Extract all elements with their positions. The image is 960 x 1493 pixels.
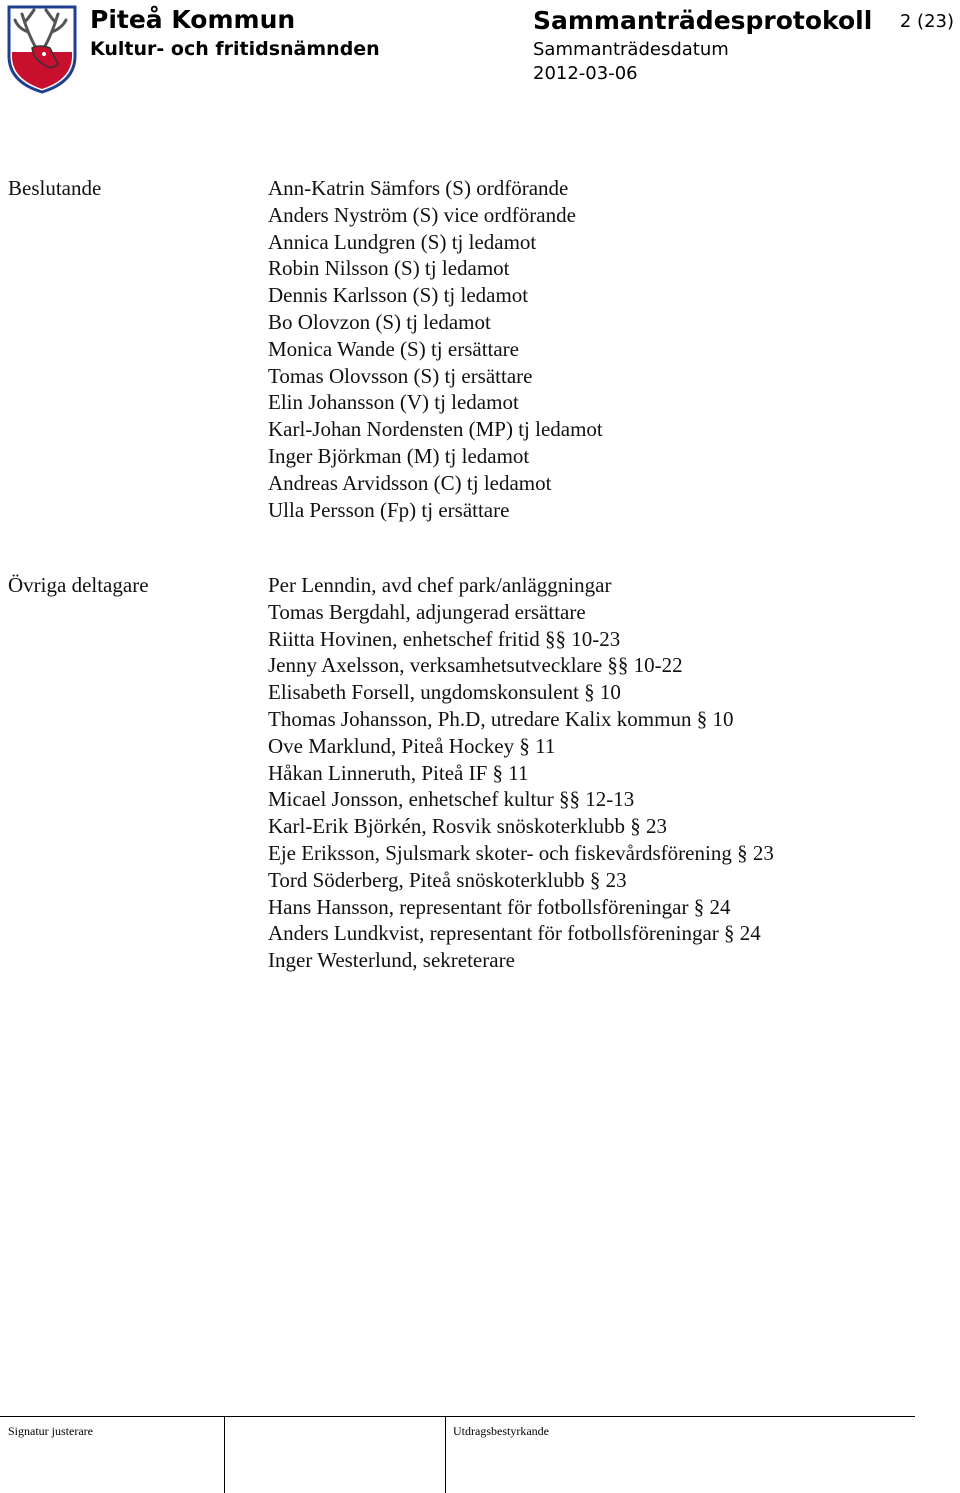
list-item: Thomas Johansson, Ph.D, utredare Kalix kommun § 10 [268,706,734,731]
list-item: Dennis Karlsson (S) tj ledamot [268,283,529,308]
list-item: Robin Nilsson (S) tj ledamot [268,256,510,281]
list-item: Elin Johansson (V) tj ledamot [268,390,519,415]
list-item: Andreas Arvidsson (C) tj ledamot [268,470,552,495]
reindeer-coat-of-arms-icon [6,4,78,94]
list-item: Hans Hansson, representant för fotbollsföreningar § 24 [268,894,731,919]
list-item: Monica Wande (S) tj ersättare [268,336,519,361]
signature-blank-cell [225,1417,446,1493]
list-item: Ann-Katrin Sämfors (S) ordförande [268,176,569,200]
list-item: Eje Eriksson, Sjulsmark skoter- och fiskevårdsförening § 23 [268,840,774,865]
list-item: Jenny Axelsson, verksamhetsutvecklare §§ 10-22 [268,653,683,678]
list-item: Inger Björkman (M) tj ledamot [268,443,530,468]
ovriga-deltagare-list [268,572,774,974]
list-item: Riitta Hovinen, enhetschef fritid §§ 10-23 [268,626,621,651]
extract-label: Utdragsbestyrkande [453,1424,549,1438]
signature-cell [0,1417,225,1493]
list-item: Tomas Olovsson (S) tj ersättare [268,363,533,388]
document-title: Sammanträdesprotokoll [533,6,873,35]
list-item: Håkan Linneruth, Piteå IF § 11 [268,760,529,785]
department-name: Kultur- och fritidsnämnden [90,38,380,60]
extract-cell [446,1417,915,1493]
list-item: Ulla Persson (Fp) tj ersättare [268,497,510,522]
list-item: Ove Marklund, Piteå Hockey § 11 [268,733,556,758]
list-item: Micael Jonsson, enhetschef kultur §§ 12-13 [268,787,635,812]
list-item: Karl-Johan Nordensten (MP) tj ledamot [268,417,603,442]
meeting-date: 2012-03-06 [533,63,638,84]
section-label-ovriga-deltagare: Övriga deltagare [8,573,149,597]
list-item: Inger Westerlund, sekreterare [268,948,515,973]
signature-footer [0,1416,915,1493]
list-item: Karl-Erik Björkén, Rosvik snöskoterklubb § 23 [268,814,667,839]
signature-label: Signatur justerare [8,1424,93,1438]
list-item: Tord Söderberg, Piteå snöskoterklubb § 23 [268,867,627,892]
section-label-beslutande: Beslutande [8,176,102,200]
list-item: Anders Lundkvist, representant för fotbollsföreningar § 24 [268,921,761,946]
organization-name: Piteå Kommun [90,5,296,34]
list-item: Elisabeth Forsell, ungdomskonsulent § 10 [268,680,621,705]
list-item: Tomas Bergdahl, adjungerad ersättare [268,599,586,624]
meeting-date-label: Sammanträdesdatum [533,39,729,60]
list-item: Annica Lundgren (S) tj ledamot [268,229,537,254]
list-item: Per Lenndin, avd chef park/anläggningar [268,573,612,597]
list-item: Bo Olovzon (S) tj ledamot [268,309,491,334]
page-number: 2 (23) [899,11,954,32]
beslutande-list [268,175,603,523]
list-item: Anders Nyström (S) vice ordförande [268,202,576,227]
